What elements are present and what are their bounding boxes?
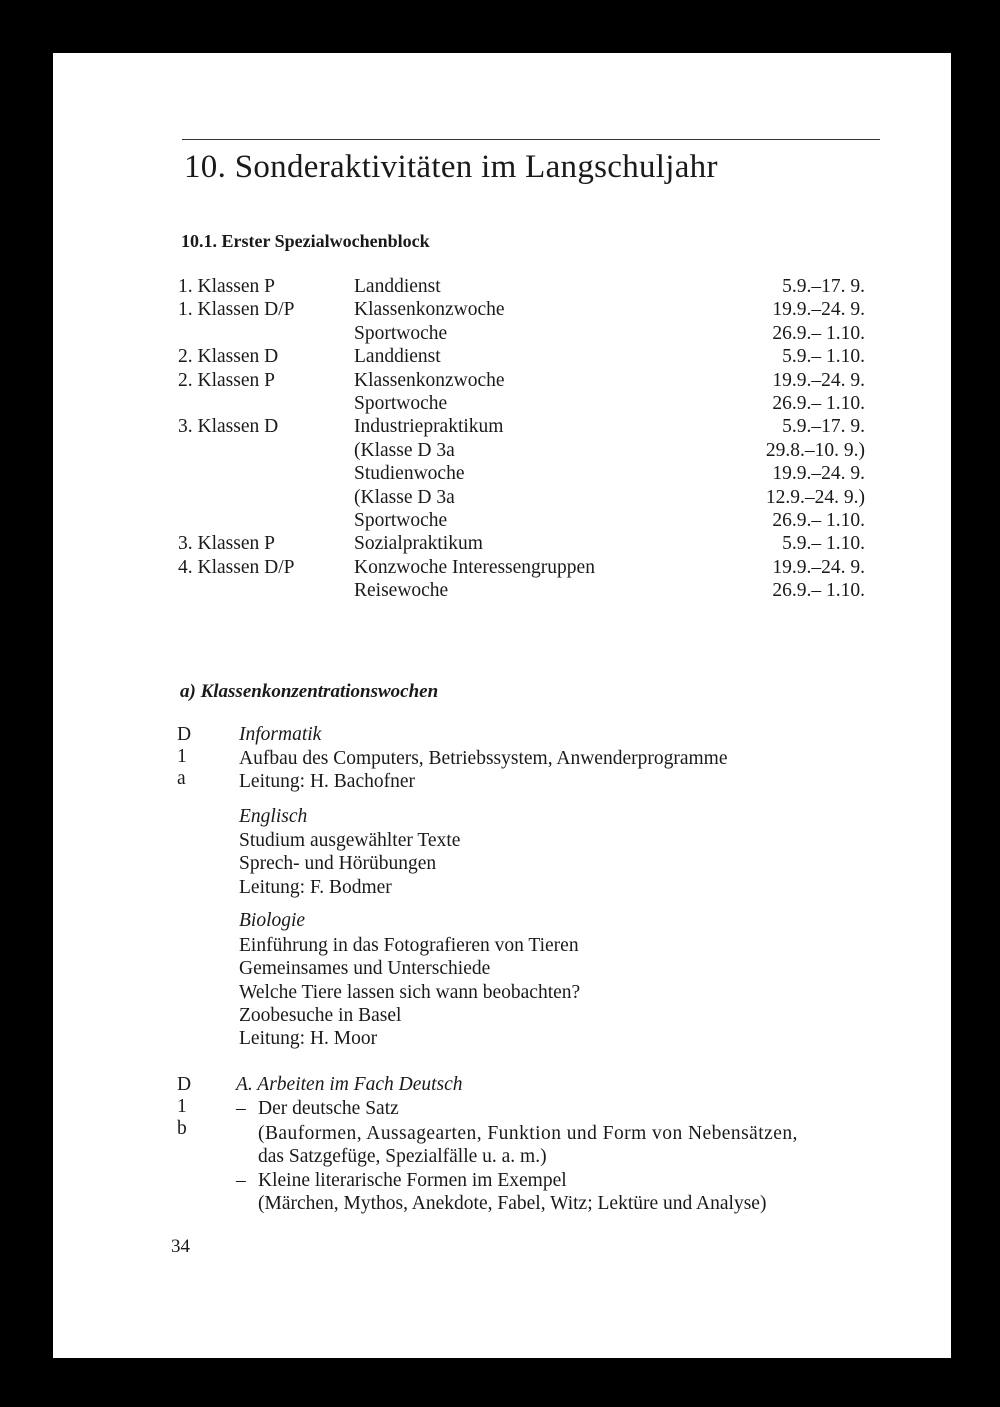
class-cell: 3. Klassen P bbox=[178, 533, 275, 555]
activity-cell: Klassenkonzwoche bbox=[354, 299, 505, 321]
activity-cell: Landdienst bbox=[354, 346, 441, 368]
activity-cell: Sportwoche bbox=[354, 322, 448, 344]
dates-cell: 19.9.–24. 9. bbox=[772, 463, 865, 485]
text-line: Gemeinsames und Unterschiede bbox=[239, 958, 491, 979]
class-cell: 2. Klassen P bbox=[178, 369, 275, 391]
activity-cell: Klassenkonzwoche bbox=[354, 369, 505, 391]
schedule-row bbox=[53, 323, 951, 346]
activity-cell: (Klasse D 3a bbox=[354, 439, 455, 461]
class-cell: 1. Klassen D/P bbox=[178, 299, 295, 321]
schedule-row bbox=[53, 393, 951, 416]
subject-title: A. Arbeiten im Fach Deutsch bbox=[236, 1074, 463, 1095]
activity-cell: Sozialpraktikum bbox=[354, 533, 483, 555]
chapter-title: 10. Sonderaktivitäten im Langschuljahr bbox=[184, 149, 718, 185]
dates-cell: 29.8.–10. 9.) bbox=[765, 439, 865, 461]
schedule-row bbox=[53, 440, 951, 463]
subject-title: Informatik bbox=[239, 724, 322, 745]
list-item: Der deutsche Satz bbox=[258, 1098, 399, 1119]
dates-cell: 5.9.–17. 9. bbox=[782, 276, 865, 297]
subject-title: Englisch bbox=[239, 806, 308, 827]
text-line: Zoobesuche in Basel bbox=[239, 1005, 402, 1026]
class-code: D 1 a bbox=[177, 724, 192, 789]
schedule-row bbox=[53, 299, 951, 322]
dates-cell: 26.9.– 1.10. bbox=[772, 580, 865, 602]
schedule-row bbox=[53, 557, 951, 580]
schedule-row bbox=[53, 346, 951, 369]
schedule-row bbox=[53, 510, 951, 533]
activity-cell: Industriepraktikum bbox=[354, 416, 504, 438]
activity-cell: Sportwoche bbox=[354, 393, 448, 414]
schedule-row bbox=[53, 276, 951, 299]
activity-cell: Studienwoche bbox=[354, 463, 465, 485]
text-line: Aufbau des Computers, Betriebssystem, Anwenderprogramme bbox=[239, 748, 728, 769]
activity-cell: Konzwoche Interessengruppen bbox=[354, 556, 595, 578]
subject-title: Biologie bbox=[239, 910, 306, 931]
schedule-row bbox=[53, 463, 951, 486]
list-item: Kleine literarische Formen im Exempel bbox=[258, 1170, 567, 1191]
activity-cell: (Klasse D 3a bbox=[354, 486, 455, 508]
text-line: Studium ausgewählter Texte bbox=[239, 830, 461, 851]
dates-cell: 5.9.–17. 9. bbox=[782, 416, 865, 438]
text-line: (Bauformen, Aussagearten, Funktion und Form von Nebensätzen, bbox=[258, 1123, 798, 1144]
text-line: Leitung: F. Bodmer bbox=[239, 877, 392, 898]
schedule-row bbox=[53, 416, 951, 439]
text-line: Welche Tiere lassen sich wann beobachten? bbox=[239, 982, 581, 1003]
class-cell: 3. Klassen D bbox=[178, 416, 279, 438]
dates-cell: 5.9.– 1.10. bbox=[782, 533, 865, 555]
list-dash: – bbox=[236, 1098, 246, 1119]
dates-cell: 19.9.–24. 9. bbox=[772, 556, 865, 578]
section-title: 10.1. Erster Spezialwochenblock bbox=[181, 231, 430, 251]
dates-cell: 26.9.– 1.10. bbox=[772, 322, 865, 344]
class-cell: 4. Klassen D/P bbox=[178, 556, 295, 578]
activity-cell: Landdienst bbox=[354, 276, 441, 297]
dates-cell: 19.9.–24. 9. bbox=[772, 299, 865, 321]
dates-cell: 12.9.–24. 9.) bbox=[765, 486, 865, 508]
class-cell: 2. Klassen D bbox=[178, 346, 279, 368]
text-line: Leitung: H. Moor bbox=[239, 1028, 378, 1049]
text-line: Sprech- und Hörübungen bbox=[239, 853, 437, 874]
schedule-row bbox=[53, 487, 951, 510]
dates-cell: 19.9.–24. 9. bbox=[772, 369, 865, 391]
class-cell: 1. Klassen P bbox=[178, 276, 275, 297]
dates-cell: 26.9.– 1.10. bbox=[772, 510, 865, 531]
document-page bbox=[53, 53, 951, 1358]
text-line: Leitung: H. Bachofner bbox=[239, 771, 415, 792]
schedule-row bbox=[53, 370, 951, 393]
schedule-row bbox=[53, 580, 951, 603]
schedule-row bbox=[53, 533, 951, 556]
activity-cell: Sportwoche bbox=[354, 510, 448, 531]
page-number: 34 bbox=[171, 1236, 190, 1257]
text-line: das Satzgefüge, Spezialfälle u. a. m.) bbox=[258, 1146, 547, 1167]
subsection-title: a) Klassenkonzentrationswochen bbox=[180, 681, 439, 702]
activity-cell: Reisewoche bbox=[354, 580, 449, 602]
text-line: Einführung in das Fotografieren von Tieren bbox=[239, 935, 579, 956]
list-dash: – bbox=[236, 1170, 246, 1191]
dates-cell: 5.9.– 1.10. bbox=[782, 346, 865, 368]
text-line: (Märchen, Mythos, Anekdote, Fabel, Witz; Lektüre und Analyse) bbox=[258, 1193, 767, 1214]
header-rule bbox=[182, 139, 880, 140]
class-code: D 1 b bbox=[177, 1074, 192, 1139]
dates-cell: 26.9.– 1.10. bbox=[772, 393, 865, 414]
